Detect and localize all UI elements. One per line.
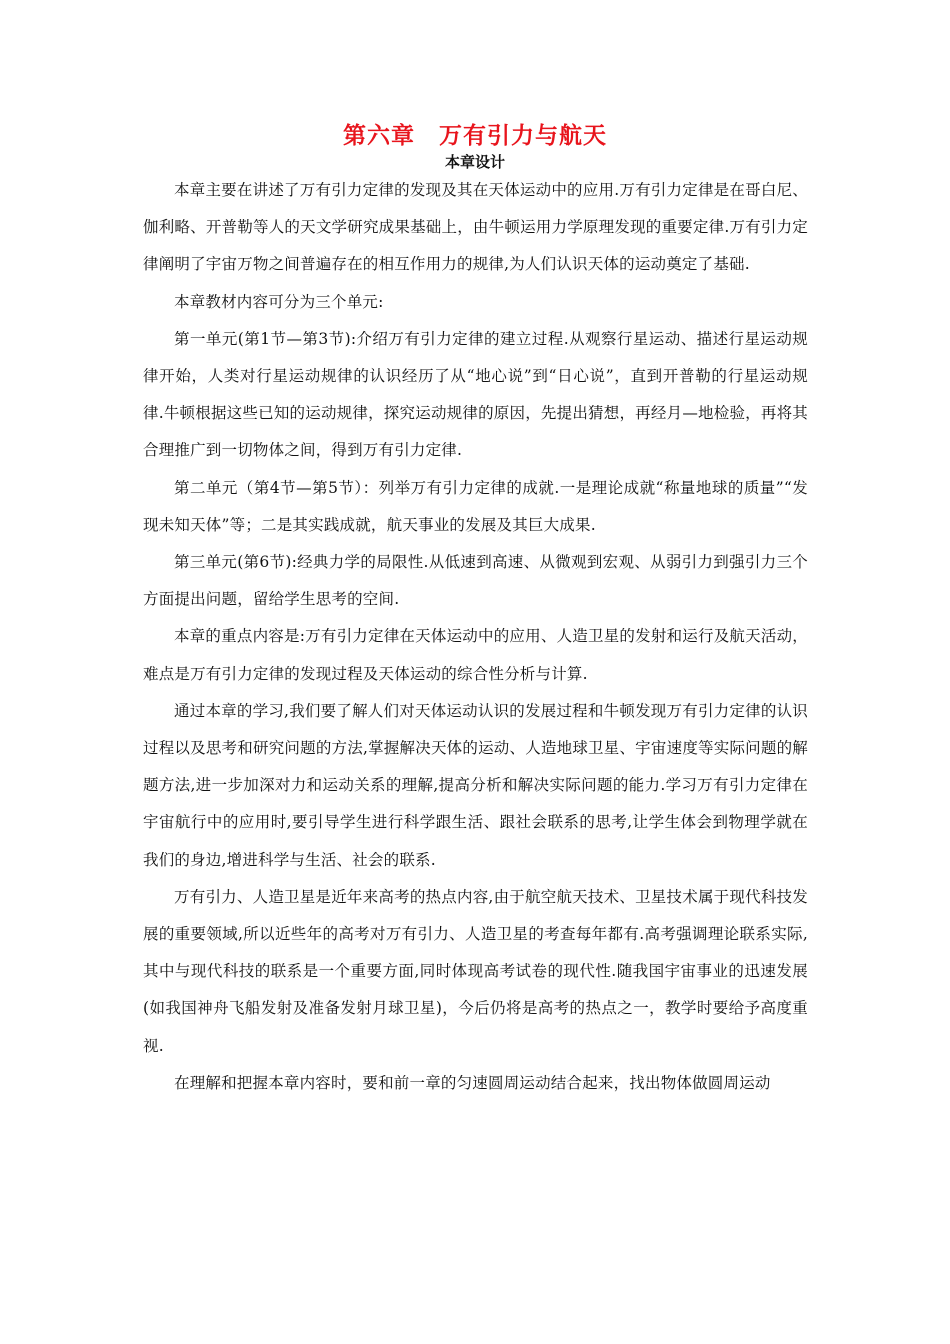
paragraph-unit-2: 第二单元（第4节—第5节）：列举万有引力定律的成就.一是理论成就“称量地球的质量”“发现未知天体”等；二是其实践成就，航天事业的发展及其巨大成果.	[143, 478, 808, 534]
body-text	[143, 172, 808, 1102]
paragraph-key-points: 本章的重点内容是:万有引力定律在天体运动中的应用、人造卫星的发射和运行及航天活动，难点是万有引力定律的发现过程及天体运动的综合性分析与计算.	[143, 627, 808, 683]
paragraph-unit-1: 第一单元(第1节—第3节):介绍万有引力定律的建立过程.从观察行星运动、描述行星运动规律开始，人类对行星运动规律的认识经历了从“地心说”到“日心说”，直到开普勒的行星运动规律.牛顿根据这些已知的运动规律，探究运动规律的原因，先提出猜想，再经月—地检验，再将其合理推广到一切物体之间，得到万有引力定律.	[143, 329, 808, 460]
chapter-title: 第六章 万有引力与航天	[343, 123, 607, 149]
section-title: 本章设计	[444, 153, 505, 171]
paragraph-learning-goals: 通过本章的学习,我们要了解人们对天体运动认识的发展过程和牛顿发现万有引力定律的认识过程以及思考和研究问题的方法,掌握解决天体的运动、人造地球卫星、宇宙速度等实际问题的解题方法,进一步加深对力和运动关系的理解,提高分析和解决实际问题的能力.学习万有引力定律在宇宙航行中的应用时,要引导学生进行科学跟生活、跟社会联系的思考,让学生体会到物理学就在我们的身边,增进科学与生活、社会的联系.	[143, 701, 808, 869]
paragraph-intro: 本章主要在讲述了万有引力定律的发现及其在天体运动中的应用.万有引力定律是在哥白尼、伽利略、开普勒等人的天文学研究成果基础上，由牛顿运用力学原理发现的重要定律.万有引力定律阐明了宇宙万物之间普遍存在的相互作用力的规律,为人们认识天体的运动奠定了基础.	[143, 181, 808, 274]
paragraph-exam-relevance: 万有引力、人造卫星是近年来高考的热点内容,由于航空航天技术、卫星技术属于现代科技发展的重要领域,所以近些年的高考对万有引力、人造卫星的考查每年都有.高考强调理论联系实际,其中与现代科技的联系是一个重要方面,同时体现高考试卷的现代性.随我国宇宙事业的迅速发展(如我国神舟飞船发射及准备发射月球卫星)，今后仍将是高考的热点之一，教学时要给予高度重视.	[143, 887, 808, 1055]
paragraph-unit-3: 第三单元(第6节):经典力学的局限性.从低速到高速、从微观到宏观、从弱引力到强引力三个方面提出问题，留给学生思考的空间.	[143, 553, 808, 609]
paragraph-understanding: 在理解和把握本章内容时，要和前一章的匀速圆周运动结合起来，找出物体做圆周运动	[174, 1073, 771, 1092]
paragraph-units-overview: 本章教材内容可分为三个单元:	[174, 292, 384, 311]
